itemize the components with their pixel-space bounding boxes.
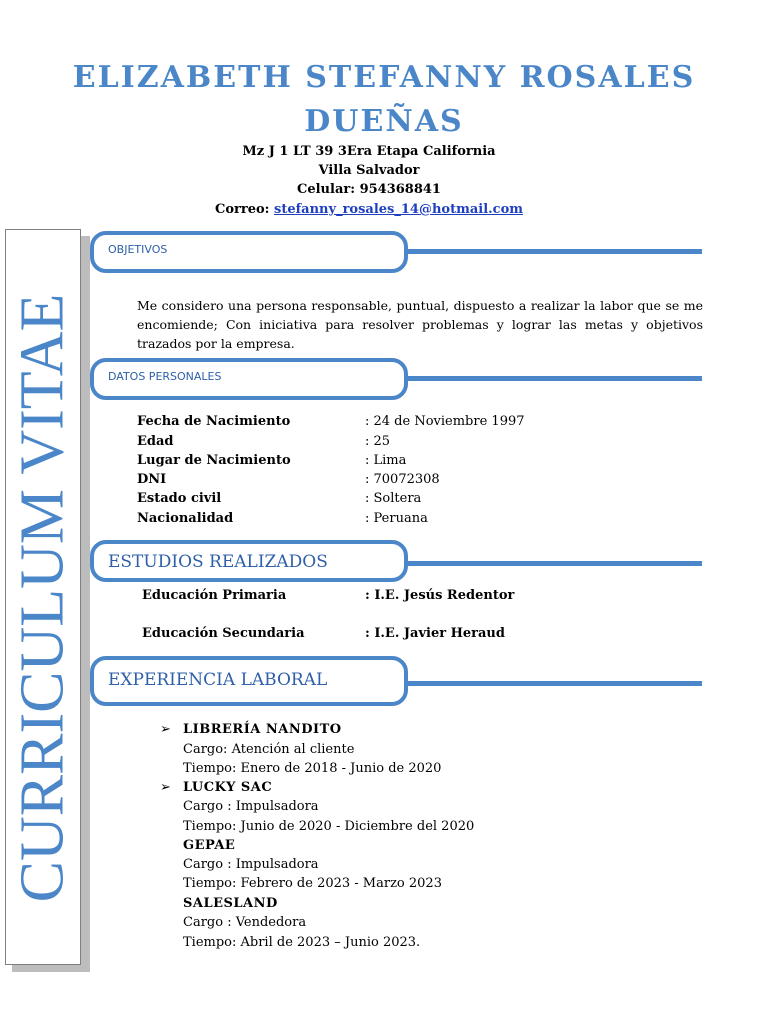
address-line-2: Villa Salvador [318,163,420,178]
name-line-1: ELIZABETH STEFANNY ROSALES [72,60,696,95]
job-cargo: Cargo : Impulsadora [183,857,319,872]
objetivos-header [90,231,408,273]
experiencia-header [90,656,408,706]
job-tiempo: Tiempo: Abril de 2023 – Junio 2023. [183,935,421,950]
job-cargo: Cargo : Vendedora [183,915,307,930]
estudio-value: : I.E. Javier Heraud [365,626,505,641]
dato-label: Edad [137,434,174,449]
job-tiempo: Tiempo: Febrero de 2023 - Marzo 2023 [183,876,442,891]
dato-value: : 70072308 [365,472,440,487]
datos-header [90,358,408,400]
dato-label: Fecha de Nacimiento [137,414,291,429]
job-company: LIBRERÍA NANDITO [183,722,342,737]
address-line-1: Mz J 1 LT 39 3Era Etapa California [242,144,496,159]
estudio-label: Educación Secundaria [142,626,305,641]
estudio-value: : I.E. Jesús Redentor [365,588,515,603]
datos-title: DATOS PERSONALES [108,370,222,383]
job-company: LUCKY SAC [183,780,273,795]
objetivos-title: OBJETIVOS [108,243,168,256]
objetivos-line [400,249,702,254]
dato-value: : 25 [365,434,391,449]
estudio-label: Educación Primaria [142,588,287,603]
estudios-header [90,540,408,582]
estudios-line [400,561,702,566]
dato-value: : Soltera [365,491,422,506]
job-tiempo: Tiempo: Enero de 2018 - Junio de 2020 [183,761,442,776]
dato-value: : Lima [365,453,407,468]
dato-label: Estado civil [137,491,222,506]
job-company: SALESLAND [183,896,278,911]
phone-label: Celular: [297,182,356,197]
dato-value: : 24 de Noviembre 1997 [365,414,525,429]
objetivos-text: Me considero una persona responsable, puntual, dispuesto a realizar la labor que se me encomiende; Con iniciativa para resolver problemas y lograr las metas y objetivos trazados por la empresa. [137,298,703,351]
job-cargo: Cargo: Atención al cliente [183,742,355,757]
experiencia-line [400,681,702,686]
phone-line [0,182,738,197]
dato-label: Lugar de Nacimiento [137,453,291,468]
dato-value: : Peruana [365,511,428,526]
email-label: Correo: [215,202,270,217]
datos-line [400,376,702,381]
job-tiempo: Tiempo: Junio de 2020 - Diciembre del 2020 [183,819,475,834]
curriculum-vitae-vertical-title: CURRICULUM VITAE [8,293,77,903]
name-line-2: DUEÑAS [304,104,464,139]
email-link[interactable]: stefanny_rosales_14@hotmail.com [274,202,523,217]
arrowhead-bullet-icon: ➢ [160,780,171,795]
phone-value: 954368841 [359,182,441,197]
arrowhead-bullet-icon: ➢ [160,722,171,737]
job-company: GEPAE [183,838,236,853]
job-cargo: Cargo : Impulsadora [183,799,319,814]
dato-label: Nacionalidad [137,511,234,526]
dato-label: DNI [137,472,167,487]
estudios-title: ESTUDIOS REALIZADOS [108,552,328,572]
email-line [0,202,738,217]
experiencia-title: EXPERIENCIA LABORAL [108,670,328,690]
